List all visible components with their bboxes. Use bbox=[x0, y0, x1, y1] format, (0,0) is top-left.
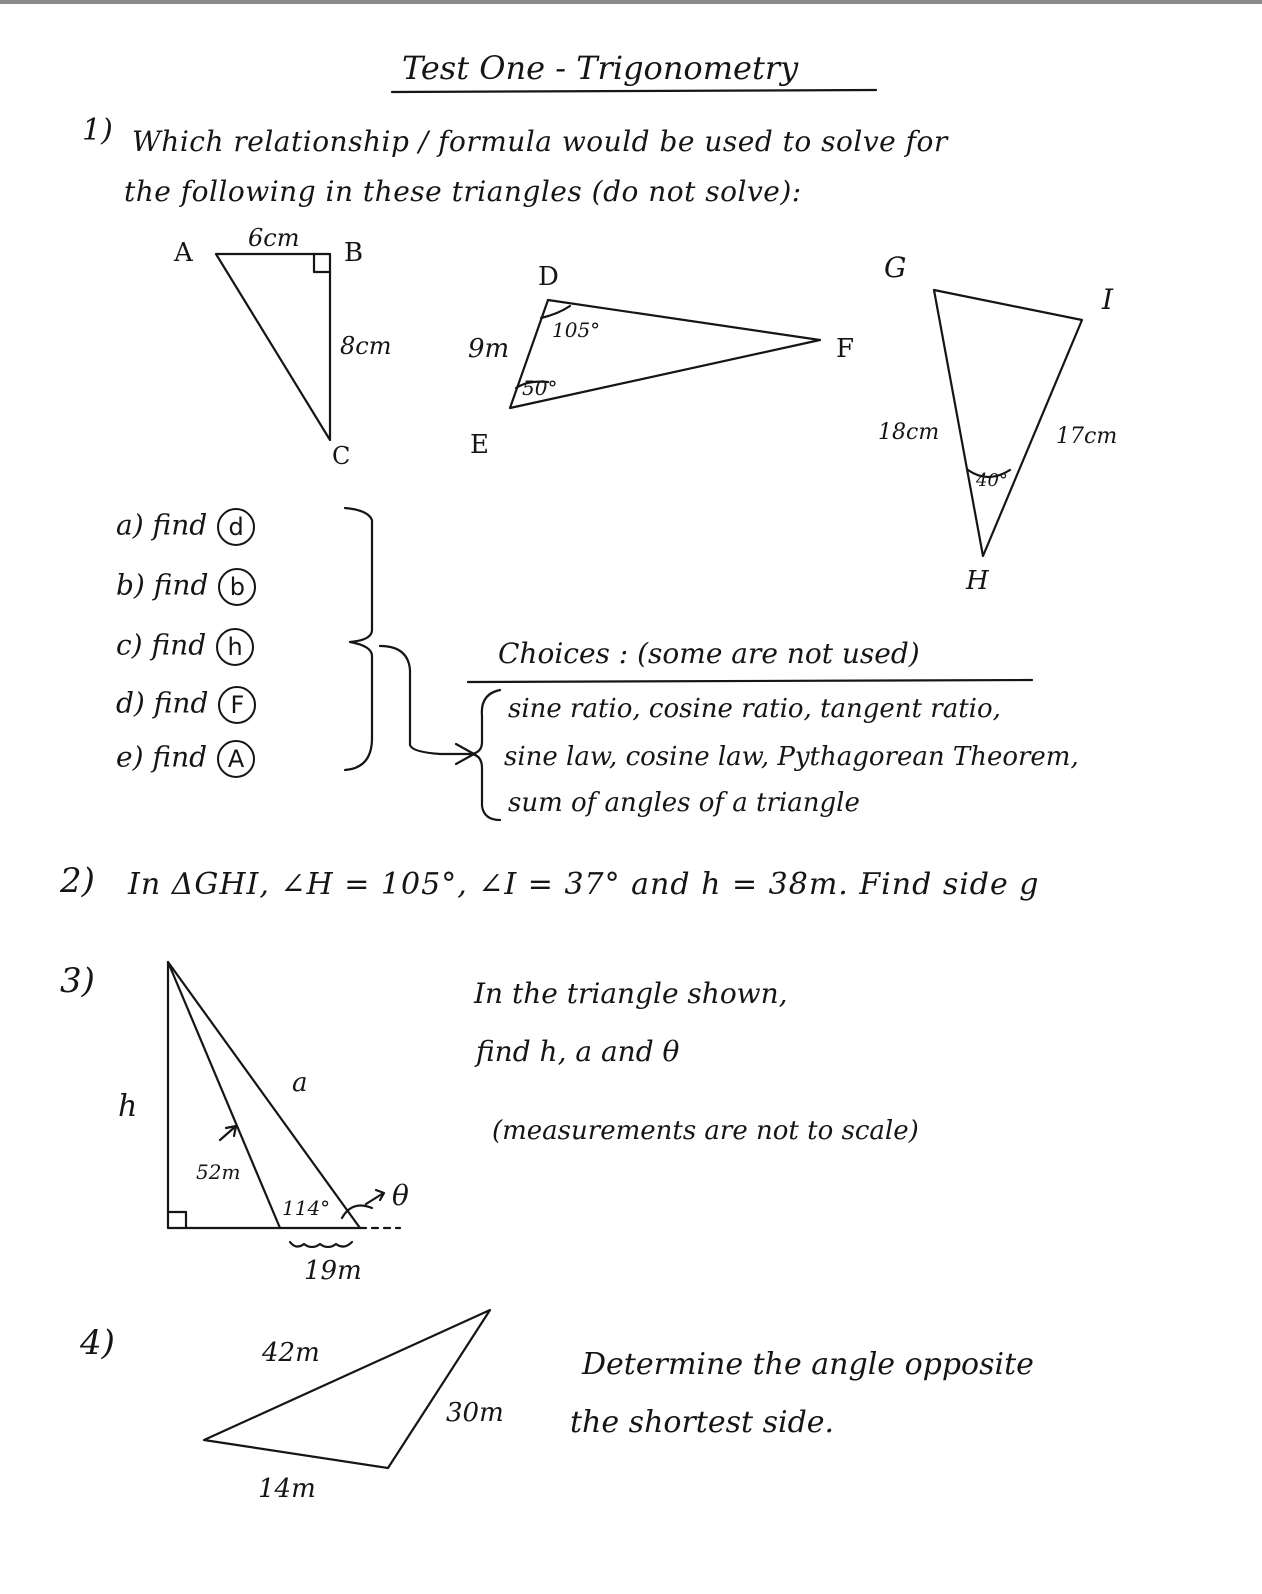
q3-label-h: h bbox=[118, 1089, 138, 1124]
part-c-target: h bbox=[216, 628, 254, 666]
part-d-target: F bbox=[218, 686, 256, 724]
vertex-f: F bbox=[836, 334, 855, 364]
q4-text-line1: Determine the angle opposite bbox=[582, 1347, 1034, 1382]
q3-text-line2: find h, a and θ bbox=[476, 1035, 680, 1068]
part-a bbox=[116, 508, 255, 546]
side-bc-label: 8cm bbox=[340, 332, 392, 360]
page-title: Test One - Trigonometry bbox=[402, 49, 799, 87]
vertex-i: I bbox=[1102, 283, 1114, 316]
q2-number: 2) bbox=[60, 861, 95, 901]
brace-19m bbox=[290, 1242, 352, 1247]
q2-text: In ΔGHI, ∠H = 105°, ∠I = 37° and h = 38m. Find side g bbox=[128, 867, 1040, 902]
q1-prompt-line2: the following in these triangles (do not solve): bbox=[124, 175, 802, 208]
part-e-target: A bbox=[217, 740, 255, 778]
q3-label-theta: θ bbox=[392, 1179, 409, 1212]
q4-label-42m: 42m bbox=[262, 1338, 320, 1368]
q4-text-line2: the shortest side. bbox=[570, 1405, 835, 1440]
part-a-label: a) find bbox=[116, 508, 208, 542]
angle-e-label: 50° bbox=[522, 376, 558, 400]
q3-label-52m: 52m bbox=[196, 1160, 241, 1184]
vertex-b: B bbox=[344, 238, 364, 268]
vertex-a: A bbox=[174, 238, 193, 268]
q3-text-line3: (measurements are not to scale) bbox=[492, 1116, 919, 1146]
part-b bbox=[116, 568, 256, 606]
part-d bbox=[116, 686, 256, 724]
part-c bbox=[116, 628, 254, 666]
choices-underline bbox=[468, 680, 1032, 682]
choices-heading: Choices : (some are not used) bbox=[498, 637, 920, 670]
q1-number: 1) bbox=[82, 113, 113, 148]
side-ab-label: 6cm bbox=[248, 224, 300, 252]
parts-bracket bbox=[345, 508, 372, 770]
part-d-label: d) find bbox=[116, 686, 209, 720]
angle-d-label: 105° bbox=[552, 318, 601, 342]
vertex-d: D bbox=[538, 262, 559, 292]
triangle-q4 bbox=[204, 1310, 490, 1468]
q1-prompt-line1: Which relationship / formula would be used to solve for bbox=[132, 125, 948, 158]
q4-label-30m: 30m bbox=[446, 1398, 504, 1428]
choices-line1: sine ratio, cosine ratio, tangent ratio, bbox=[508, 694, 1001, 724]
part-b-target: b bbox=[218, 568, 256, 606]
choices-line3: sum of angles of a triangle bbox=[508, 788, 860, 818]
right-angle-mark-b bbox=[314, 254, 330, 272]
triangle-ghi bbox=[934, 290, 1082, 556]
q4-number: 4) bbox=[80, 1323, 115, 1363]
part-e bbox=[116, 740, 255, 778]
side-gh-label: 18cm bbox=[878, 420, 940, 445]
angle-arc-theta bbox=[342, 1206, 372, 1218]
vertex-e: E bbox=[470, 430, 489, 460]
q3-text-line1: In the triangle shown, bbox=[474, 977, 788, 1010]
q3-number: 3) bbox=[60, 961, 95, 1001]
part-c-label: c) find bbox=[116, 628, 207, 662]
vertex-c: C bbox=[332, 442, 351, 470]
choices-arrow bbox=[380, 646, 470, 754]
choices-line2: sine law, cosine law, Pythagorean Theorem, bbox=[504, 742, 1079, 772]
title-underline bbox=[392, 90, 876, 92]
vertex-h: H bbox=[966, 566, 989, 596]
triangle-abc bbox=[216, 254, 330, 440]
q3-label-a: a bbox=[292, 1068, 308, 1098]
angle-h-label: 40° bbox=[976, 470, 1008, 491]
choices-brace bbox=[472, 690, 500, 820]
right-angle-mark-q3 bbox=[168, 1212, 186, 1228]
part-e-label: e) find bbox=[116, 740, 208, 774]
part-b-label: b) find bbox=[116, 568, 209, 602]
part-a-target: d bbox=[217, 508, 255, 546]
side-hi-label: 17cm bbox=[1056, 424, 1118, 449]
q4-label-14m: 14m bbox=[258, 1474, 316, 1504]
vertex-g: G bbox=[884, 251, 907, 284]
q3-label-114: 114° bbox=[282, 1196, 331, 1220]
side-de-label: 9m bbox=[468, 334, 510, 364]
q3-label-19m: 19m bbox=[304, 1256, 362, 1286]
